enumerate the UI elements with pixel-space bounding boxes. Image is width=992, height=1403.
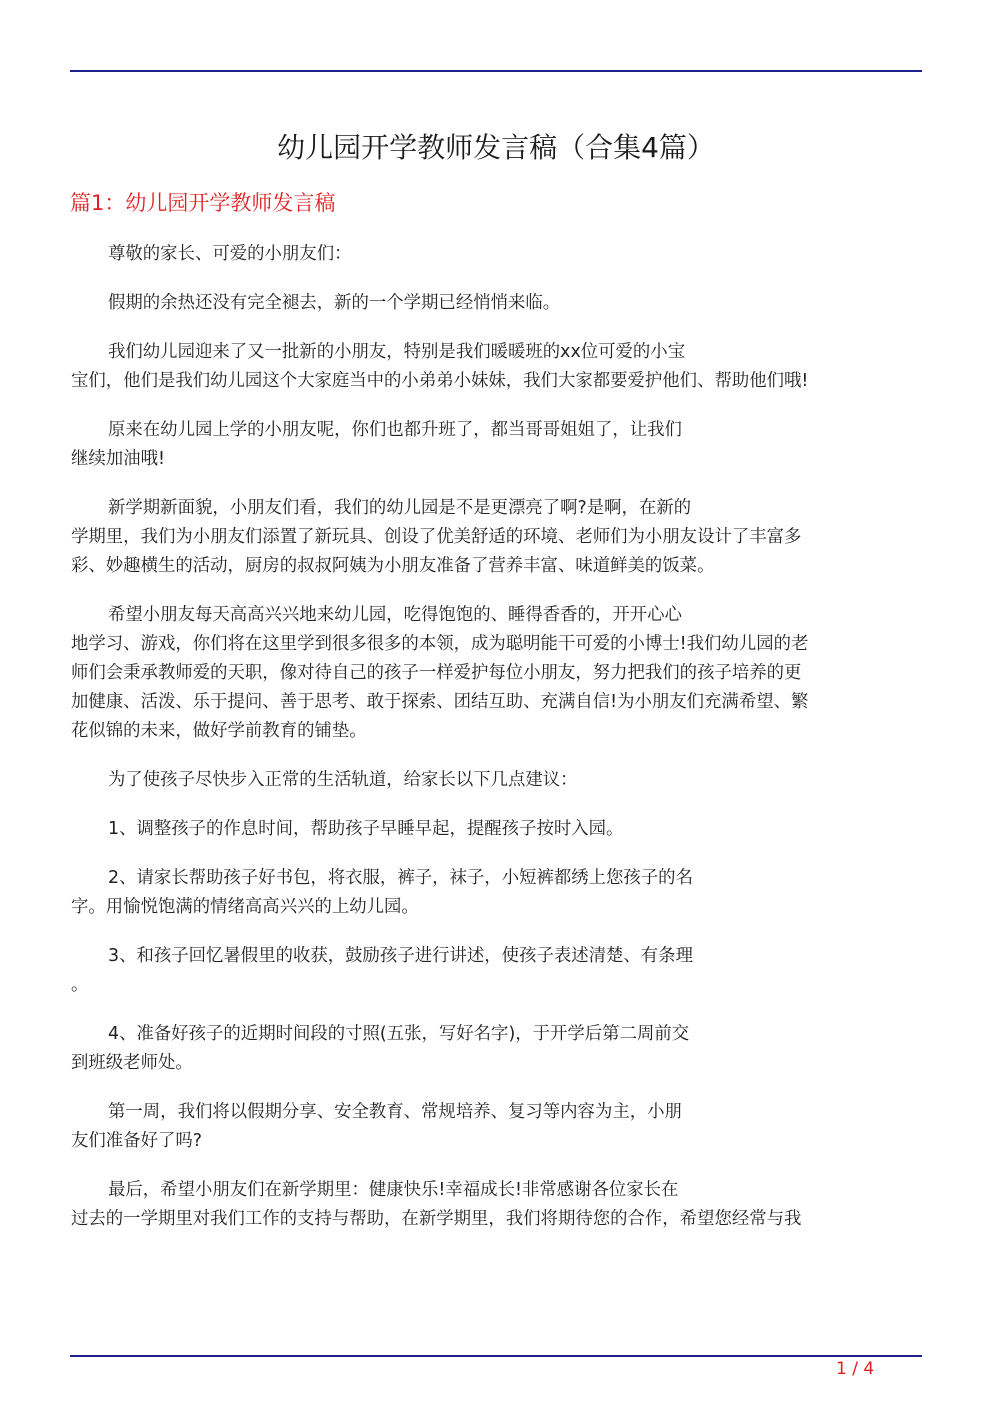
paragraph-line: 加健康、活泼、乐于提问、善于思考、敢于探索、团结互助、充满自信!为小朋友们充满希望、繁 [71, 692, 809, 712]
paragraph-line: 字。用愉悦饱满的情绪高高兴兴的上幼儿园。 [71, 897, 419, 917]
paragraph-line: 原来在幼儿园上学的小朋友呢，你们也都升班了，都当哥哥姐姐了，让我们 [108, 420, 682, 440]
paragraph-line: 我们幼儿园迎来了又一批新的小朋友，特别是我们暖暖班的xx位可爱的小宝 [108, 342, 686, 362]
paragraph [71, 289, 921, 318]
section-heading: 篇1：幼儿园开学教师发言稿 [70, 191, 336, 215]
paragraph-line: 2、请家长帮助孩子好书包，将衣服，裤子，袜子，小短裤都绣上您孩子的名 [108, 868, 693, 888]
paragraph-line: 友们准备好了吗? [71, 1131, 202, 1151]
paragraph-line: 师们会秉承教师爱的天职，像对待自己的孩子一样爱护每位小朋友，努力把我们的孩子培养的更 [71, 663, 802, 683]
paragraph-line: 3、和孩子回忆暑假里的收获，鼓励孩子进行讲述，使孩子表述清楚、有条理 [108, 946, 693, 966]
page-number: 1 / 4 [836, 1359, 875, 1379]
paragraph-line: 过去的一学期里对我们工作的支持与帮助，在新学期里，我们将期待您的合作，希望您经常与我 [71, 1209, 802, 1229]
footer-rule [70, 1355, 922, 1357]
document-body [71, 240, 921, 1254]
paragraph [71, 601, 921, 746]
paragraph-line: 宝们，他们是我们幼儿园这个大家庭当中的小弟弟小妹妹，我们大家都要爱护他们、帮助他们哦! [71, 371, 809, 391]
paragraph-line: 假期的余热还没有完全褪去，新的一个学期已经悄悄来临。 [108, 293, 561, 313]
paragraph [71, 338, 921, 396]
paragraph [71, 240, 921, 269]
paragraph [71, 1098, 921, 1156]
paragraph-line: 最后，希望小朋友们在新学期里：健康快乐!幸福成长!非常感谢各位家长在 [108, 1180, 679, 1200]
paragraph [71, 942, 921, 1000]
paragraph-line: 为了使孩子尽快步入正常的生活轨道，给家长以下几点建议： [108, 770, 578, 790]
paragraph-line: 4、准备好孩子的近期时间段的寸照(五张，写好名字)，于开学后第二周前交 [108, 1024, 690, 1044]
paragraph-line: 继续加油哦! [71, 449, 165, 469]
paragraph [71, 416, 921, 474]
paragraph-line: 到班级老师处。 [71, 1053, 193, 1073]
paragraph [71, 815, 921, 844]
paragraph-line: 希望小朋友每天高高兴兴地来幼儿园，吃得饱饱的、睡得香香的，开开心心 [108, 605, 682, 625]
paragraph [71, 766, 921, 795]
paragraph-line: 彩、妙趣横生的活动，厨房的叔叔阿姨为小朋友准备了营养丰富、味道鲜美的饭菜。 [71, 556, 715, 576]
paragraph [71, 1020, 921, 1078]
document-title: 幼儿园开学教师发言稿（合集4篇） [277, 131, 715, 164]
paragraph-line: 第一周，我们将以假期分享、安全教育、常规培养、复习等内容为主，小朋 [108, 1102, 682, 1122]
paragraph [71, 494, 921, 581]
paragraph-line: 学期里，我们为小朋友们添置了新玩具、创设了优美舒适的环境、老师们为小朋友设计了丰富多 [71, 527, 802, 547]
paragraph-line: 1、调整孩子的作息时间，帮助孩子早睡早起，提醒孩子按时入园。 [108, 819, 624, 839]
paragraph [71, 1176, 921, 1234]
paragraph-line: 地学习、游戏，你们将在这里学到很多很多的本领，成为聪明能干可爱的小博士!我们幼儿园的老 [71, 634, 809, 654]
paragraph [71, 864, 921, 922]
paragraph-line: 新学期新面貌，小朋友们看，我们的幼儿园是不是更漂亮了啊?是啊，在新的 [108, 498, 692, 518]
paragraph-line: 。 [71, 975, 89, 995]
paragraph-line: 花似锦的未来，做好学前教育的铺垫。 [71, 721, 367, 741]
header-rule [70, 70, 922, 72]
paragraph-line: 尊敬的家长、可爱的小朋友们： [108, 244, 352, 264]
